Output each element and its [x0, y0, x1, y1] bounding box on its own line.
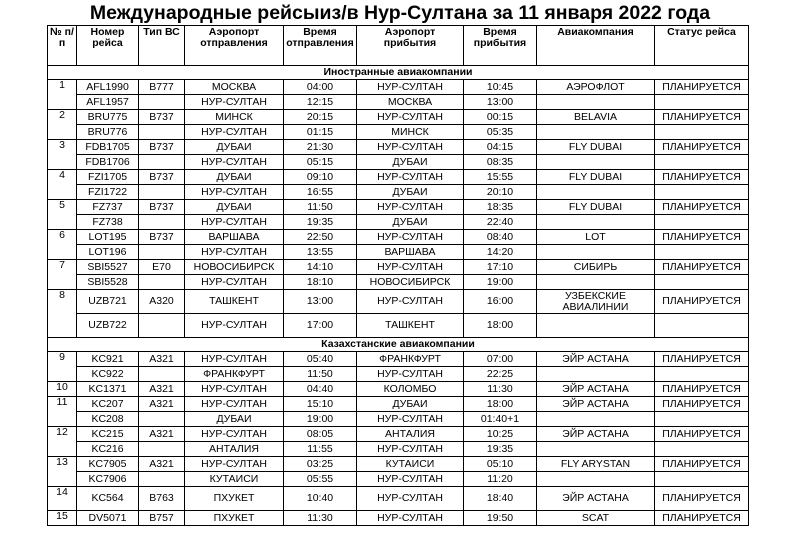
row-number: 3	[48, 140, 77, 170]
airline: FLY DUBAI	[537, 140, 655, 155]
header-airline: Авиакомпания	[537, 26, 655, 66]
header-num: № п/п	[48, 26, 77, 66]
aircraft-type: B777	[139, 80, 185, 95]
airline-empty	[537, 275, 655, 290]
departure-airport: МИНСК	[185, 110, 284, 125]
page-title: Международные рейсыиз/в Нур-Султана за 11 января 2022 года	[89, 2, 711, 24]
airline: FLY DUBAI	[537, 200, 655, 215]
flight-number: LOT196	[77, 245, 139, 260]
arrival-time: 17:10	[464, 260, 537, 275]
departure-airport: НОВОСИБИРСК	[185, 260, 284, 275]
arrival-airport: НУР-СУЛТАН	[357, 140, 464, 155]
airline-empty	[537, 442, 655, 457]
flight-number: KC207	[77, 397, 139, 412]
departure-airport: ФРАНКФУРТ	[185, 367, 284, 382]
row-number: 9	[48, 352, 77, 382]
table-row	[48, 412, 749, 427]
aircraft-type: A320	[139, 290, 185, 314]
aircraft-type: E70	[139, 260, 185, 275]
departure-airport: НУР-СУЛТАН	[185, 275, 284, 290]
arrival-airport: НУР-СУЛТАН	[357, 511, 464, 526]
departure-time: 05:40	[284, 352, 357, 367]
flight-number: KC7906	[77, 472, 139, 487]
arrival-airport: МИНСК	[357, 125, 464, 140]
arrival-time: 04:15	[464, 140, 537, 155]
departure-airport: НУР-СУЛТАН	[185, 397, 284, 412]
departure-airport: НУР-СУЛТАН	[185, 155, 284, 170]
departure-airport: НУР-СУЛТАН	[185, 382, 284, 397]
departure-time: 04:40	[284, 382, 357, 397]
arrival-time: 01:40+1	[464, 412, 537, 427]
row-number: 7	[48, 260, 77, 290]
table-row	[48, 487, 749, 511]
flight-number: KC921	[77, 352, 139, 367]
arrival-airport: ДУБАИ	[357, 215, 464, 230]
flight-status: ПЛАНИРУЕТСЯ	[655, 170, 749, 185]
flight-number: UZB721	[77, 290, 139, 314]
flight-status-empty	[655, 245, 749, 260]
table-body	[48, 66, 749, 526]
departure-airport: НУР-СУЛТАН	[185, 427, 284, 442]
arrival-airport: АНТАЛИЯ	[357, 427, 464, 442]
flight-number: KC215	[77, 427, 139, 442]
flight-status: ПЛАНИРУЕТСЯ	[655, 511, 749, 526]
flight-status: ПЛАНИРУЕТСЯ	[655, 140, 749, 155]
header-dep-airport: Аэропорт отправления	[185, 26, 284, 66]
table-row	[48, 260, 749, 275]
row-number: 6	[48, 230, 77, 260]
arrival-time: 16:00	[464, 290, 537, 314]
arrival-time: 19:00	[464, 275, 537, 290]
row-number: 2	[48, 110, 77, 140]
header-aircraft: Тип ВС	[139, 26, 185, 66]
aircraft-type-empty	[139, 245, 185, 260]
departure-airport: ДУБАИ	[185, 170, 284, 185]
airline-empty	[537, 245, 655, 260]
table-row	[48, 215, 749, 230]
arrival-time: 07:00	[464, 352, 537, 367]
airline-empty	[537, 215, 655, 230]
departure-airport: НУР-СУЛТАН	[185, 245, 284, 260]
aircraft-type: B737	[139, 140, 185, 155]
flight-number: FZ738	[77, 215, 139, 230]
table-row	[48, 314, 749, 338]
airline: FLY ARYSTAN	[537, 457, 655, 472]
departure-airport: ДУБАИ	[185, 412, 284, 427]
departure-time: 12:15	[284, 95, 357, 110]
departure-time: 04:00	[284, 80, 357, 95]
departure-time: 08:05	[284, 427, 357, 442]
section-row	[48, 66, 749, 80]
table-row	[48, 125, 749, 140]
departure-time: 01:15	[284, 125, 357, 140]
flight-status-empty	[655, 472, 749, 487]
flight-number: DV5071	[77, 511, 139, 526]
arrival-time: 00:15	[464, 110, 537, 125]
airline: ЭЙР АСТАНА	[537, 487, 655, 511]
departure-time: 09:10	[284, 170, 357, 185]
arrival-airport: КОЛОМБО	[357, 382, 464, 397]
airline-empty	[537, 95, 655, 110]
flight-status-empty	[655, 442, 749, 457]
flight-status-empty	[655, 367, 749, 382]
arrival-airport: НУР-СУЛТАН	[357, 367, 464, 382]
airline: ЭЙР АСТАНА	[537, 352, 655, 367]
flight-number: KC1371	[77, 382, 139, 397]
departure-time: 14:10	[284, 260, 357, 275]
flight-status: ПЛАНИРУЕТСЯ	[655, 230, 749, 245]
arrival-airport: ДУБАИ	[357, 397, 464, 412]
flight-number: LOT195	[77, 230, 139, 245]
header-arr-time: Время прибытия	[464, 26, 537, 66]
flight-status: ПЛАНИРУЕТСЯ	[655, 110, 749, 125]
arrival-airport: НУР-СУЛТАН	[357, 110, 464, 125]
arrival-time: 05:10	[464, 457, 537, 472]
arrival-time: 18:00	[464, 397, 537, 412]
table-row	[48, 275, 749, 290]
flight-number: FDB1706	[77, 155, 139, 170]
aircraft-type: A321	[139, 397, 185, 412]
arrival-airport: НОВОСИБИРСК	[357, 275, 464, 290]
aircraft-type-empty	[139, 155, 185, 170]
flight-number: FDB1705	[77, 140, 139, 155]
departure-time: 16:55	[284, 185, 357, 200]
airline: SCAT	[537, 511, 655, 526]
arrival-time: 18:40	[464, 487, 537, 511]
flight-number: UZB722	[77, 314, 139, 338]
airline: FLY DUBAI	[537, 170, 655, 185]
row-number: 12	[48, 427, 77, 457]
section-title: Иностранные авиакомпании	[48, 66, 749, 80]
airline-empty	[537, 314, 655, 338]
aircraft-type-empty	[139, 472, 185, 487]
row-number: 14	[48, 487, 77, 511]
flight-status: ПЛАНИРУЕТСЯ	[655, 200, 749, 215]
row-number: 13	[48, 457, 77, 487]
airline-empty	[537, 367, 655, 382]
flight-number: AFL1957	[77, 95, 139, 110]
table-row	[48, 511, 749, 526]
table-row	[48, 442, 749, 457]
arrival-airport: НУР-СУЛТАН	[357, 260, 464, 275]
aircraft-type: B763	[139, 487, 185, 511]
departure-time: 20:15	[284, 110, 357, 125]
aircraft-type: A321	[139, 382, 185, 397]
arrival-airport: КУТАИСИ	[357, 457, 464, 472]
arrival-time: 05:35	[464, 125, 537, 140]
arrival-airport: НУР-СУЛТАН	[357, 442, 464, 457]
airline: LOT	[537, 230, 655, 245]
arrival-time: 18:35	[464, 200, 537, 215]
departure-airport: ДУБАИ	[185, 200, 284, 215]
flight-status-empty	[655, 275, 749, 290]
table-row	[48, 427, 749, 442]
flight-number: AFL1990	[77, 80, 139, 95]
airline: BELAVIA	[537, 110, 655, 125]
aircraft-type-empty	[139, 215, 185, 230]
flight-number: KC7905	[77, 457, 139, 472]
departure-airport: ТАШКЕНТ	[185, 290, 284, 314]
table-row	[48, 290, 749, 314]
departure-time: 11:50	[284, 367, 357, 382]
table-row	[48, 245, 749, 260]
aircraft-type-empty	[139, 412, 185, 427]
aircraft-type-empty	[139, 367, 185, 382]
arrival-time: 22:25	[464, 367, 537, 382]
departure-time: 17:00	[284, 314, 357, 338]
departure-airport: НУР-СУЛТАН	[185, 125, 284, 140]
departure-time: 19:35	[284, 215, 357, 230]
row-number: 15	[48, 511, 77, 526]
airline-empty	[537, 155, 655, 170]
departure-airport: НУР-СУЛТАН	[185, 457, 284, 472]
aircraft-type-empty	[139, 125, 185, 140]
arrival-airport: НУР-СУЛТАН	[357, 80, 464, 95]
header-arr-airport: Аэропорт прибытия	[357, 26, 464, 66]
flight-number: SBI5528	[77, 275, 139, 290]
flight-number: FZI1722	[77, 185, 139, 200]
flight-number: KC208	[77, 412, 139, 427]
arrival-time: 14:20	[464, 245, 537, 260]
section-row	[48, 338, 749, 352]
departure-time: 10:40	[284, 487, 357, 511]
airline-empty	[537, 412, 655, 427]
airline: ЭЙР АСТАНА	[537, 397, 655, 412]
flight-status-empty	[655, 125, 749, 140]
flight-number: KC922	[77, 367, 139, 382]
airline: АЭРОФЛОТ	[537, 80, 655, 95]
table-row	[48, 457, 749, 472]
arrival-time: 19:35	[464, 442, 537, 457]
table-row	[48, 140, 749, 155]
flight-number: SBI5527	[77, 260, 139, 275]
departure-airport: НУР-СУЛТАН	[185, 352, 284, 367]
airline: ЭЙР АСТАНА	[537, 427, 655, 442]
aircraft-type: A321	[139, 427, 185, 442]
aircraft-type: B737	[139, 230, 185, 245]
table-row	[48, 155, 749, 170]
arrival-time: 11:20	[464, 472, 537, 487]
departure-airport: НУР-СУЛТАН	[185, 215, 284, 230]
aircraft-type-empty	[139, 185, 185, 200]
flight-status-empty	[655, 185, 749, 200]
flight-status: ПЛАНИРУЕТСЯ	[655, 290, 749, 314]
arrival-time: 10:25	[464, 427, 537, 442]
arrival-airport: ВАРШАВА	[357, 245, 464, 260]
aircraft-type: A321	[139, 352, 185, 367]
aircraft-type: B757	[139, 511, 185, 526]
flight-status: ПЛАНИРУЕТСЯ	[655, 382, 749, 397]
section-title: Казахстанские авиакомпании	[48, 338, 749, 352]
arrival-airport: НУР-СУЛТАН	[357, 170, 464, 185]
departure-time: 13:55	[284, 245, 357, 260]
flight-status-empty	[655, 314, 749, 338]
flight-status-empty	[655, 155, 749, 170]
arrival-airport: ДУБАИ	[357, 185, 464, 200]
departure-time: 05:15	[284, 155, 357, 170]
departure-airport: ПХУКЕТ	[185, 511, 284, 526]
table-row	[48, 170, 749, 185]
table-row	[48, 200, 749, 215]
flight-status: ПЛАНИРУЕТСЯ	[655, 487, 749, 511]
airline: ЭЙР АСТАНА	[537, 382, 655, 397]
arrival-time: 19:50	[464, 511, 537, 526]
departure-time: 21:30	[284, 140, 357, 155]
flight-number: FZI1705	[77, 170, 139, 185]
row-number: 4	[48, 170, 77, 200]
flight-number: FZ737	[77, 200, 139, 215]
departure-time: 11:55	[284, 442, 357, 457]
table-row	[48, 382, 749, 397]
flight-status: ПЛАНИРУЕТСЯ	[655, 260, 749, 275]
flight-status: ПЛАНИРУЕТСЯ	[655, 427, 749, 442]
flight-status: ПЛАНИРУЕТСЯ	[655, 80, 749, 95]
aircraft-type: B737	[139, 170, 185, 185]
table-row	[48, 230, 749, 245]
departure-airport: ВАРШАВА	[185, 230, 284, 245]
departure-time: 03:25	[284, 457, 357, 472]
arrival-time: 13:00	[464, 95, 537, 110]
aircraft-type-empty	[139, 442, 185, 457]
aircraft-type-empty	[139, 95, 185, 110]
airline-empty	[537, 472, 655, 487]
arrival-airport: НУР-СУЛТАН	[357, 290, 464, 314]
departure-airport: ДУБАИ	[185, 140, 284, 155]
row-number: 5	[48, 200, 77, 230]
flight-number: KC564	[77, 487, 139, 511]
table-row	[48, 352, 749, 367]
table-row	[48, 397, 749, 412]
flight-status: ПЛАНИРУЕТСЯ	[655, 352, 749, 367]
arrival-airport: ФРАНКФУРТ	[357, 352, 464, 367]
departure-time: 18:10	[284, 275, 357, 290]
arrival-airport: НУР-СУЛТАН	[357, 412, 464, 427]
departure-time: 05:55	[284, 472, 357, 487]
arrival-time: 18:00	[464, 314, 537, 338]
airline: УЗБЕКСКИЕ АВИАЛИНИИ	[537, 290, 655, 314]
row-number: 10	[48, 382, 77, 397]
departure-time: 11:50	[284, 200, 357, 215]
aircraft-type-empty	[139, 275, 185, 290]
flight-status-empty	[655, 215, 749, 230]
arrival-time: 15:55	[464, 170, 537, 185]
header-row	[48, 26, 749, 66]
aircraft-type-empty	[139, 314, 185, 338]
flight-number: BRU776	[77, 125, 139, 140]
aircraft-type: B737	[139, 110, 185, 125]
flight-schedule-table	[47, 25, 749, 526]
flight-number: KC216	[77, 442, 139, 457]
header-status: Статус рейса	[655, 26, 749, 66]
departure-time: 13:00	[284, 290, 357, 314]
arrival-airport: ТАШКЕНТ	[357, 314, 464, 338]
header-dep-time: Время отправления	[284, 26, 357, 66]
departure-airport: МОСКВА	[185, 80, 284, 95]
table-row	[48, 185, 749, 200]
table-row	[48, 95, 749, 110]
header-flight: Номер рейса	[77, 26, 139, 66]
arrival-airport: НУР-СУЛТАН	[357, 472, 464, 487]
arrival-time: 20:10	[464, 185, 537, 200]
table-row	[48, 472, 749, 487]
flight-status: ПЛАНИРУЕТСЯ	[655, 397, 749, 412]
arrival-airport: ДУБАИ	[357, 155, 464, 170]
departure-airport: ПХУКЕТ	[185, 487, 284, 511]
table-row	[48, 80, 749, 95]
arrival-time: 22:40	[464, 215, 537, 230]
table-row	[48, 367, 749, 382]
departure-time: 11:30	[284, 511, 357, 526]
departure-time: 22:50	[284, 230, 357, 245]
departure-time: 15:10	[284, 397, 357, 412]
table-row	[48, 110, 749, 125]
arrival-time: 11:30	[464, 382, 537, 397]
airline-empty	[537, 125, 655, 140]
flight-status-empty	[655, 95, 749, 110]
departure-airport: НУР-СУЛТАН	[185, 185, 284, 200]
arrival-airport: НУР-СУЛТАН	[357, 230, 464, 245]
flight-status-empty	[655, 412, 749, 427]
departure-airport: КУТАИСИ	[185, 472, 284, 487]
flight-number: BRU775	[77, 110, 139, 125]
arrival-time: 08:40	[464, 230, 537, 245]
departure-time: 19:00	[284, 412, 357, 427]
departure-airport: АНТАЛИЯ	[185, 442, 284, 457]
arrival-airport: НУР-СУЛТАН	[357, 200, 464, 215]
aircraft-type: A321	[139, 457, 185, 472]
arrival-time: 10:45	[464, 80, 537, 95]
airline: СИБИРЬ	[537, 260, 655, 275]
arrival-airport: НУР-СУЛТАН	[357, 487, 464, 511]
row-number: 11	[48, 397, 77, 427]
flight-status: ПЛАНИРУЕТСЯ	[655, 457, 749, 472]
departure-airport: НУР-СУЛТАН	[185, 314, 284, 338]
airline-empty	[537, 185, 655, 200]
aircraft-type: B737	[139, 200, 185, 215]
departure-airport: НУР-СУЛТАН	[185, 95, 284, 110]
arrival-airport: МОСКВА	[357, 95, 464, 110]
arrival-time: 08:35	[464, 155, 537, 170]
row-number: 8	[48, 290, 77, 338]
row-number: 1	[48, 80, 77, 110]
